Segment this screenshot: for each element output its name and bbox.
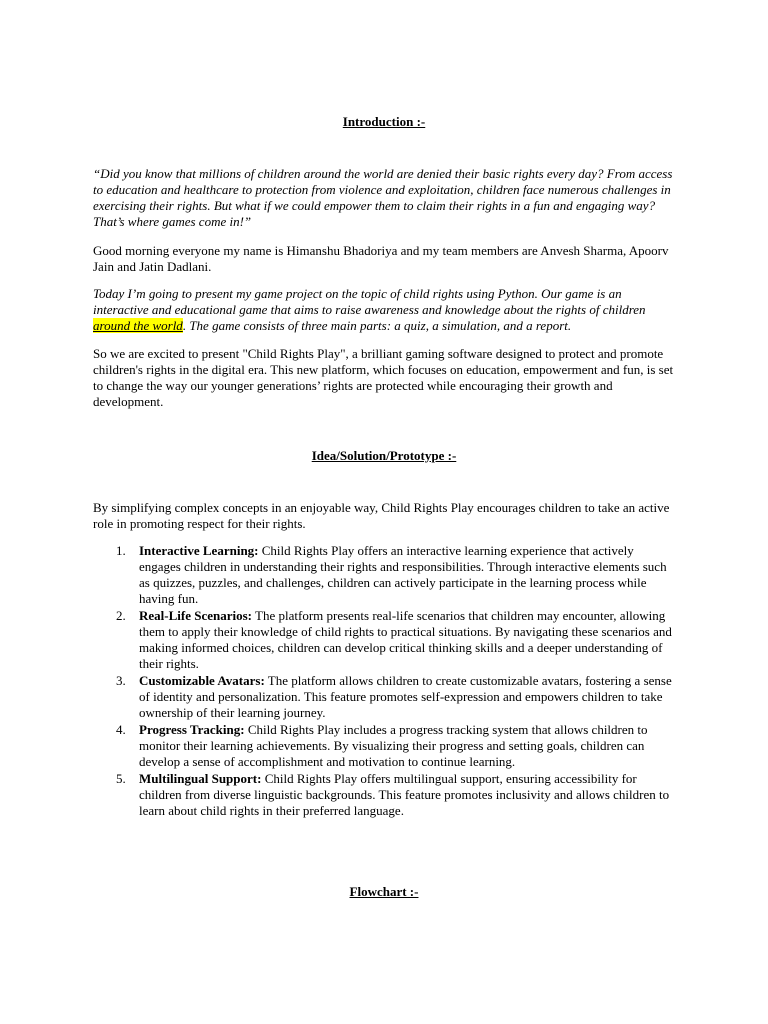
feature-item xyxy=(93,673,678,721)
feature-term: Customizable Avatars: xyxy=(139,673,265,688)
introduction-heading: Introduction :- xyxy=(342,114,426,129)
feature-item xyxy=(93,771,678,819)
feature-description: Child Rights Play includes a progress tracking system that allows children to monitor their learning achievements. By visualizing their progress and setting goals, children can develop a sense of accomplishment and motivation to continue learning. xyxy=(139,722,648,769)
project-text-before: Today I’m going to present my game project on the topic of child rights using Python. Our game is an interactive and educational game that aims to raise awareness and knowledge about the rights of children xyxy=(93,286,646,317)
feature-number: 5. xyxy=(116,771,126,786)
feature-description: The platform allows children to create customizable avatars, fostering a sense of identity and personalization. This feature promotes self-expression and empowers children to take ownership of their learning journey. xyxy=(139,673,672,720)
feature-term: Interactive Learning: xyxy=(139,543,259,558)
feature-item xyxy=(93,722,678,770)
feature-number: 1. xyxy=(116,543,126,558)
flowchart-heading: Flowchart :- xyxy=(349,884,419,899)
feature-description: Child Rights Play offers multilingual support, ensuring accessibility for children from diverse linguistic backgrounds. This feature promotes inclusivity and allows children to learn about child rights in their preferred language. xyxy=(139,771,670,818)
greeting-paragraph: Good morning everyone my name is Himanshu Bhadoriya and my team members are Anvesh Sharma, Apoorv Jain and Jatin Dadlani. xyxy=(93,243,669,274)
idea-heading: Idea/Solution/Prototype :- xyxy=(311,448,457,463)
idea-lead-paragraph: By simplifying complex concepts in an enjoyable way, Child Rights Play encourages children to take an active role in promoting respect for their rights. xyxy=(93,500,670,531)
feature-term: Progress Tracking: xyxy=(139,722,245,737)
highlighted-text: around the world xyxy=(93,318,183,333)
feature-description: The platform presents real-life scenarios that children may encounter, allowing them to apply their knowledge of child rights to practical situations. By navigating these scenarios and making informed choices, children can develop critical thinking skills and a deeper understanding of their rights. xyxy=(139,608,672,671)
feature-number: 2. xyxy=(116,608,126,623)
feature-term: Real-Life Scenarios: xyxy=(139,608,253,623)
project-text-after: . The game consists of three main parts: a quiz, a simulation, and a report. xyxy=(182,318,572,333)
feature-description: Child Rights Play offers an interactive learning experience that actively engages children in understanding their rights and responsibilities. Through interactive elements such as quizzes, puzzles, and challenges, children can actively participate in the learning process while having fun. xyxy=(139,543,667,606)
feature-term: Multilingual Support: xyxy=(139,771,262,786)
feature-item xyxy=(93,608,678,672)
feature-item xyxy=(93,543,678,607)
feature-number: 4. xyxy=(116,722,126,737)
project-paragraph xyxy=(93,286,678,334)
feature-list xyxy=(93,543,678,820)
intro-quote: “Did you know that millions of children around the world are denied their basic rights every day? From access to education and healthcare to protection from violence and exploitation, children face numerous challenges in exercising their rights. But what if we could empower them to claim their rights in a fun and engaging way? That’s where games come in!” xyxy=(93,166,673,229)
feature-number: 3. xyxy=(116,673,126,688)
platform-paragraph: So we are excited to present "Child Rights Play", a brilliant gaming software designed to protect and promote children's rights in the digital era. This new platform, which focuses on education, empowerment and fun, is set to change the way our younger generations’ rights are protected while encouraging their growth and development. xyxy=(93,346,674,409)
